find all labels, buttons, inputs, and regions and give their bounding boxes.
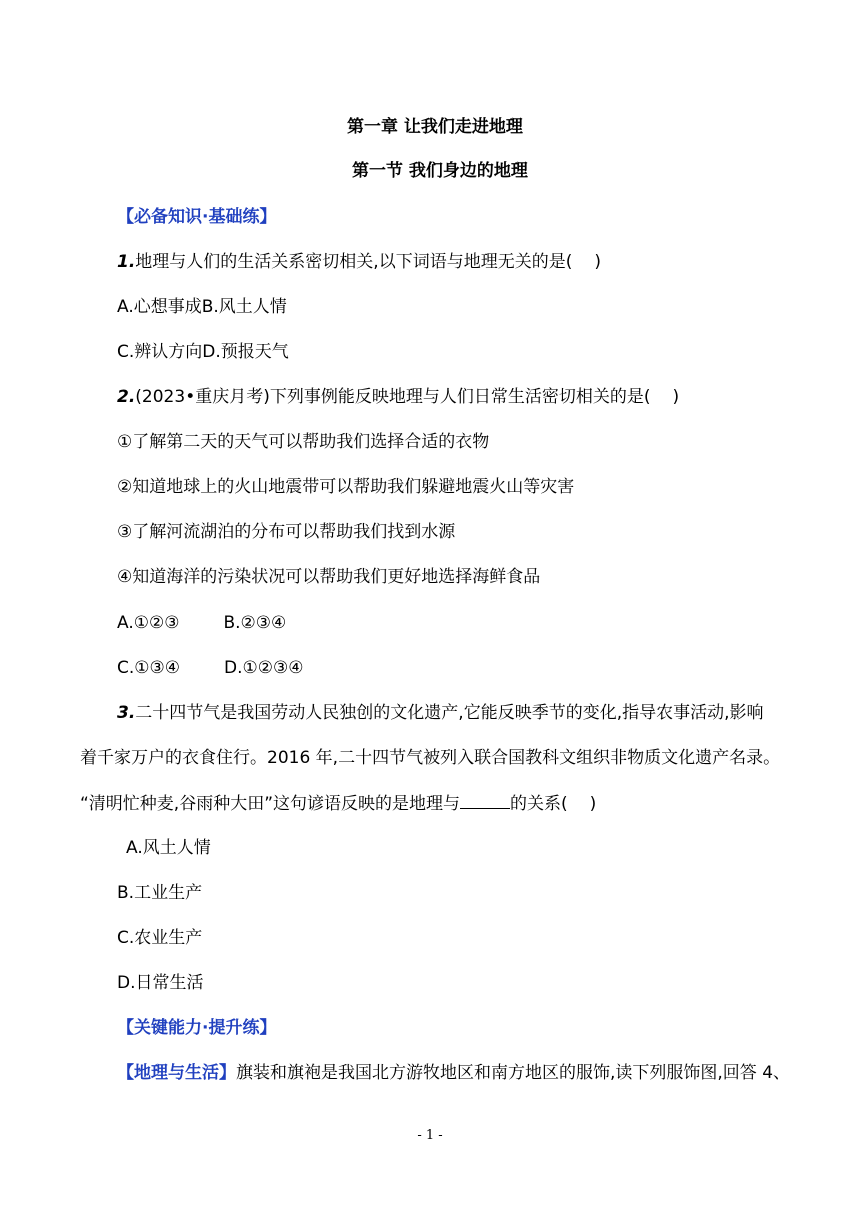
question-3-text-3a: “清明忙种麦,谷雨种大田”这句谚语反映的是地理与	[80, 794, 461, 814]
question-2-option-a: A.①②③	[117, 613, 180, 633]
question-3-line-1	[117, 702, 764, 724]
question-1-options-cd: C.辨认方向D.预报天气	[117, 342, 289, 362]
question-1-number: 1.	[117, 252, 136, 272]
part1-label: 【必备知识·基础练】	[117, 207, 277, 227]
page-number: - 1 -	[417, 1128, 443, 1143]
question-3-option-d: D.日常生活	[117, 973, 204, 993]
question-3-option-a: A.风土人情	[126, 838, 211, 858]
question-3-text-1: 二十四节气是我国劳动人民独创的文化遗产,它能反映季节的变化,指导农事活动,影响	[135, 703, 764, 723]
theme-text: 旗装和旗袍是我国北方游牧地区和南方地区的服饰,读下列服饰图,回答 4、	[236, 1063, 791, 1083]
question-3-line-3	[80, 792, 596, 815]
question-2-number: 2.	[117, 387, 136, 407]
question-2-text: (2023•重庆月考)下列事例能反映地理与人们日常生活密切相关的是(	[135, 387, 651, 407]
question-2-option-b: B.②③④	[223, 613, 287, 633]
part2-label: 【关键能力·提升练】	[117, 1018, 277, 1038]
question-2-stem	[117, 386, 679, 408]
question-2-options-ab	[117, 612, 286, 634]
question-2-close-paren: )	[672, 387, 680, 407]
question-3-option-b: B.工业生产	[117, 883, 203, 903]
question-1-options-ab: A.心想事成B.风土人情	[117, 297, 287, 317]
theme-label: 【地理与生活】	[117, 1063, 236, 1083]
question-3-blank	[460, 792, 510, 809]
question-3-text-3b: 的关系(	[510, 794, 568, 814]
question-2-item-1: ①了解第二天的天气可以帮助我们选择合适的衣物	[117, 432, 490, 452]
question-3-line-2: 着千家万户的衣食住行。2016 年,二十四节气被列入联合国教科文组织非物质文化遗产名录。	[80, 748, 781, 768]
question-2-item-4: ④知道海洋的污染状况可以帮助我们更好地选择海鲜食品	[117, 567, 541, 587]
question-2-item-2: ②知道地球上的火山地震带可以帮助我们躲避地震火山等灾害	[117, 477, 575, 497]
chapter-title: 第一章 让我们走进地理	[347, 117, 523, 137]
question-2-option-c: C.①③④	[117, 658, 180, 678]
question-2-item-3: ③了解河流湖泊的分布可以帮助我们找到水源	[117, 522, 456, 542]
question-2-option-d: D.①②③④	[224, 658, 304, 678]
section-title: 第一节 我们身边的地理	[352, 161, 528, 181]
question-2-options-cd	[117, 657, 303, 679]
question-1-stem	[117, 251, 601, 273]
question-3-number: 3.	[117, 703, 136, 723]
question-3-option-c: C.农业生产	[117, 928, 203, 948]
question-3-close-paren: )	[589, 794, 597, 814]
question-1-close-paren: )	[594, 252, 601, 272]
question-1-text: 地理与人们的生活关系密切相关,以下词语与地理无关的是(	[135, 252, 573, 272]
theme-paragraph	[117, 1062, 790, 1084]
